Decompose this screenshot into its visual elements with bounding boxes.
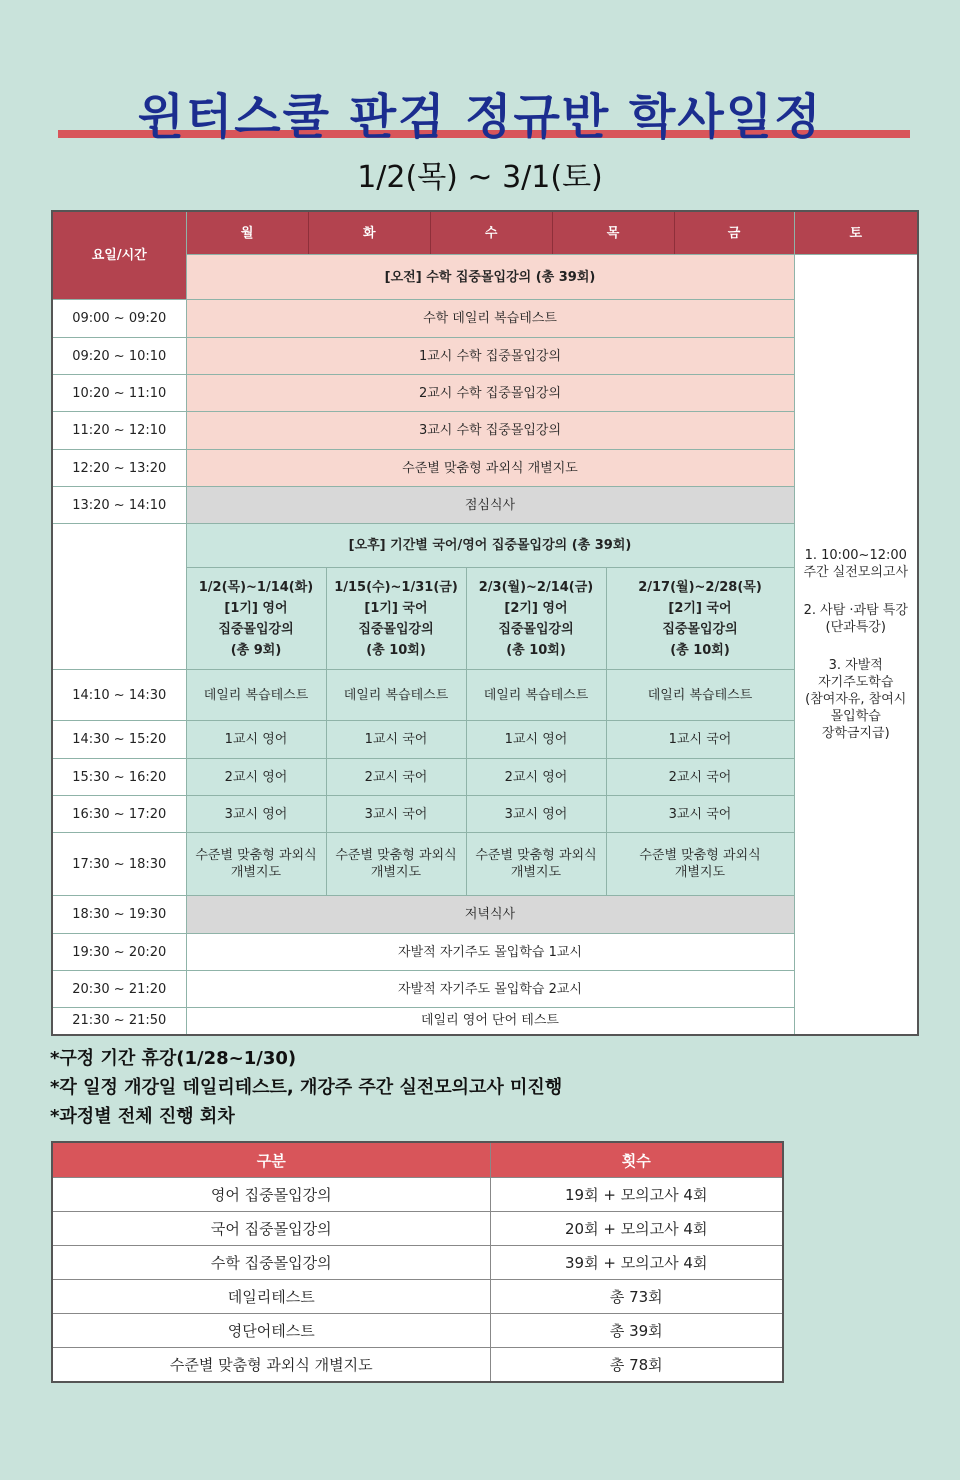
period-name: 집중몰입강의: [498, 621, 574, 637]
summary-count: 19회 + 모의고사 4회: [490, 1178, 783, 1212]
am-activity: 2교시 수학 집중몰입강의: [186, 375, 794, 412]
am-activity: 수준별 맞춤형 과외식 개별지도: [186, 450, 794, 487]
pm-activity: 1교시 국어: [326, 721, 466, 759]
period-count: (총 10회): [506, 642, 566, 658]
period-date: 1/15(수)~1/31(금): [334, 579, 458, 595]
evening-activity: 자발적 자기주도 몰입학습 1교시: [186, 934, 794, 971]
summary-category: 데일리테스트: [52, 1280, 490, 1314]
period-date: 2/3(월)~2/14(금): [478, 579, 594, 595]
summary-header-category: 구분: [52, 1142, 490, 1178]
notes: [50, 1044, 910, 1131]
period-count: (총 10회): [670, 642, 730, 658]
am-activity: 1교시 수학 집중몰입강의: [186, 338, 794, 375]
dinner-cell: 저녁식사: [186, 896, 794, 934]
summary-category: 영단어테스트: [52, 1314, 490, 1348]
period-cell: [466, 568, 606, 670]
time-cell: 16:30 ~ 17:20: [52, 796, 186, 833]
day-sat: 토: [794, 211, 918, 255]
time-cell-empty: [52, 524, 186, 670]
day-mon: 월: [187, 212, 309, 254]
sat-line: 주간 실전모의고사: [803, 564, 909, 580]
date-range: 1/2(목) ~ 3/1(토): [357, 160, 603, 195]
note-holiday: *구정 기간 휴강(1/28~1/30): [50, 1048, 297, 1069]
period-term: [1기] 국어: [364, 600, 428, 616]
title-block: [0, 78, 960, 148]
corner-header: 요일/시간: [52, 211, 186, 300]
page-title: 윈터스쿨 판검 정규반 학사일정: [137, 89, 823, 145]
table-row: [52, 1314, 783, 1348]
pm-activity: 2교시 국어: [606, 759, 794, 796]
pm-activity: 1교시 영어: [466, 721, 606, 759]
time-cell: 14:30 ~ 15:20: [52, 721, 186, 759]
day-thu: 목: [552, 212, 674, 254]
table-row: [52, 1280, 783, 1314]
summary-category: 영어 집중몰입강의: [52, 1178, 490, 1212]
pm-activity: 3교시 국어: [606, 796, 794, 833]
period-name: 집중몰입강의: [662, 621, 738, 637]
period-date: 2/17(월)~2/28(목): [638, 579, 762, 595]
evening-activity: 자발적 자기주도 몰입학습 2교시: [186, 971, 794, 1008]
time-cell: 17:30 ~ 18:30: [52, 833, 186, 896]
period-count: (총 10회): [366, 642, 426, 658]
pm-activity: 데일리 복습테스트: [606, 670, 794, 721]
time-cell: 13:20 ~ 14:10: [52, 487, 186, 524]
time-cell: 19:30 ~ 20:20: [52, 934, 186, 971]
am-section-header: [오전] 수학 집중몰입강의 (총 39회): [186, 255, 794, 300]
time-cell: 12:20 ~ 13:20: [52, 450, 186, 487]
table-row: [52, 1178, 783, 1212]
summary-count: 39회 + 모의고사 4회: [490, 1246, 783, 1280]
period-name: 집중몰입강의: [358, 621, 434, 637]
table-row: [52, 1246, 783, 1280]
period-term: [1기] 영어: [224, 600, 288, 616]
summary-count: 총 39회: [490, 1314, 783, 1348]
pm-activity: 2교시 영어: [186, 759, 326, 796]
summary-category: 수준별 맞춤형 과외식 개별지도: [52, 1348, 490, 1383]
time-cell: 09:00 ~ 09:20: [52, 300, 186, 338]
pm-activity: 1교시 국어: [606, 721, 794, 759]
pm-activity: 데일리 복습테스트: [466, 670, 606, 721]
time-cell: 18:30 ~ 19:30: [52, 896, 186, 934]
am-activity: 3교시 수학 집중몰입강의: [186, 412, 794, 450]
summary-category: 국어 집중몰입강의: [52, 1212, 490, 1246]
sat-line: 2. 사탐 ·과탐 특강: [803, 602, 908, 618]
pm-activity: 데일리 복습테스트: [326, 670, 466, 721]
period-term: [2기] 국어: [668, 600, 732, 616]
am-activity: 수학 데일리 복습테스트: [186, 300, 794, 338]
pm-activity: 3교시 국어: [326, 796, 466, 833]
pm-activity: 수준별 맞춤형 과외식 개별지도: [466, 833, 606, 896]
table-row: [52, 1212, 783, 1246]
time-cell: 20:30 ~ 21:20: [52, 971, 186, 1008]
sat-line: 자기주도학습: [818, 674, 894, 690]
pm-activity: 수준별 맞춤형 과외식 개별지도: [186, 833, 326, 896]
table-row: [52, 1348, 783, 1383]
period-cell: [326, 568, 466, 670]
summary-count: 총 73회: [490, 1280, 783, 1314]
pm-activity: 2교시 국어: [326, 759, 466, 796]
note-summary-title: *과정별 전체 진행 회차: [50, 1106, 235, 1127]
time-cell: 11:20 ~ 12:10: [52, 412, 186, 450]
evening-activity: 데일리 영어 단어 테스트: [186, 1008, 794, 1035]
pm-activity: 2교시 영어: [466, 759, 606, 796]
sat-line: 3. 자발적: [828, 657, 883, 673]
pm-section-header: [오후] 기간별 국어/영어 집중몰입강의 (총 39회): [186, 524, 794, 568]
day-wed: 수: [430, 212, 552, 254]
pm-activity: 3교시 영어: [186, 796, 326, 833]
summary-count: 총 78회: [490, 1348, 783, 1383]
lunch-cell: 점심식사: [186, 487, 794, 524]
period-cell: [606, 568, 794, 670]
schedule-table: [51, 210, 919, 1036]
period-name: 집중몰입강의: [218, 621, 294, 637]
weekday-header-group: [186, 211, 794, 255]
time-cell: 15:30 ~ 16:20: [52, 759, 186, 796]
pm-activity: 데일리 복습테스트: [186, 670, 326, 721]
sat-line: 몰입학습: [830, 708, 881, 724]
sat-line: 장학금지급): [821, 725, 890, 741]
saturday-program: [794, 255, 918, 1035]
period-count: (총 9회): [230, 642, 282, 658]
pm-activity: 수준별 맞춤형 과외식 개별지도: [326, 833, 466, 896]
period-date: 1/2(목)~1/14(화): [198, 579, 314, 595]
summary-table: [51, 1141, 784, 1383]
time-cell: 10:20 ~ 11:10: [52, 375, 186, 412]
summary-category: 수학 집중몰입강의: [52, 1246, 490, 1280]
period-cell: [186, 568, 326, 670]
period-term: [2기] 영어: [504, 600, 568, 616]
time-cell: 09:20 ~ 10:10: [52, 338, 186, 375]
summary-count: 20회 + 모의고사 4회: [490, 1212, 783, 1246]
pm-activity: 3교시 영어: [466, 796, 606, 833]
note-first-day: *각 일정 개강일 데일리테스트, 개강주 주간 실전모의고사 미진행: [50, 1077, 563, 1098]
sat-line: 1. 10:00~12:00: [804, 547, 907, 563]
time-cell: 14:10 ~ 14:30: [52, 670, 186, 721]
sat-line: (단과특강): [825, 619, 886, 635]
pm-activity: 수준별 맞춤형 과외식 개별지도: [606, 833, 794, 896]
summary-header-count: 횟수: [490, 1142, 783, 1178]
day-tue: 화: [308, 212, 430, 254]
sat-line: (참여자유, 참여시: [805, 691, 907, 707]
day-fri: 금: [674, 212, 794, 254]
time-cell: 21:30 ~ 21:50: [52, 1008, 186, 1035]
pm-activity: 1교시 영어: [186, 721, 326, 759]
